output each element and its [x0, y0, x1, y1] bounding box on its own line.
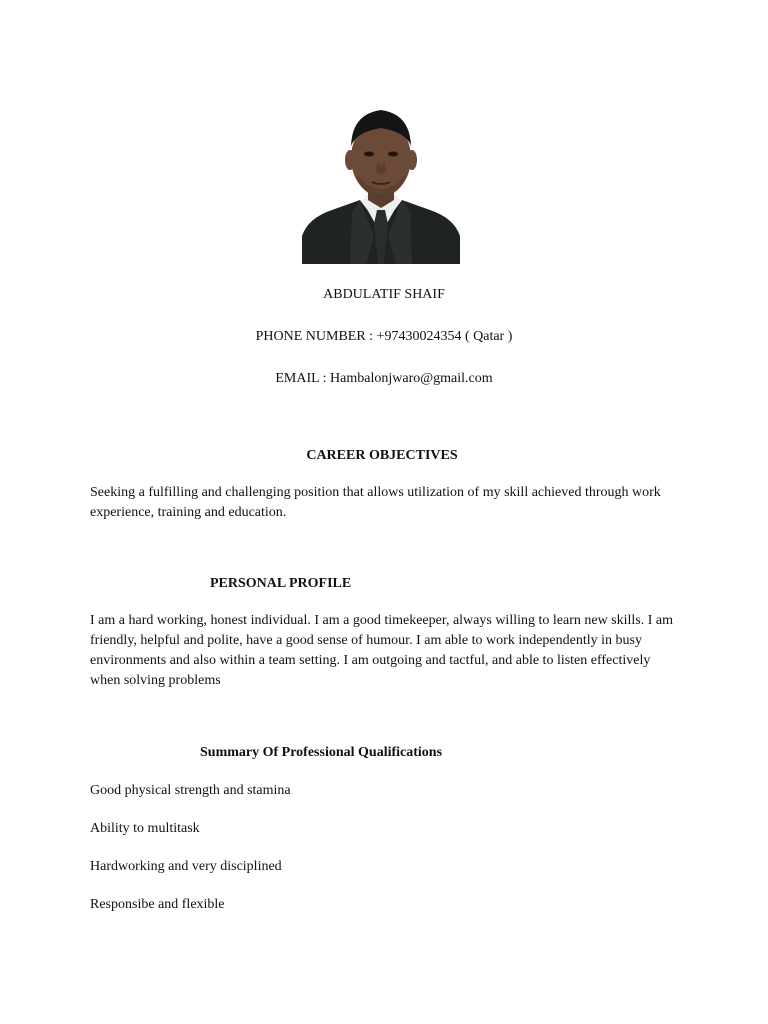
portrait-illustration [302, 96, 460, 264]
personal-profile-heading: PERSONAL PROFILE [210, 576, 352, 591]
email-address: EMAIL : Hambalonjwaro@gmail.com [275, 371, 493, 386]
qualifications-heading: Summary Of Professional Qualifications [200, 745, 443, 760]
qualification-item: Responsibe and flexible [90, 897, 225, 912]
personal-profile-text: I am a hard working, honest individual. I am a good timekeeper, always willing to learn new skills. I am friendly, helpful and polite, have a good sense of humour. I am able to work independently in busy environments and also within a team setting. I am outgoing and tactful, and able to listen effectively when solving problems [90, 613, 674, 688]
career-objectives-heading: CAREER OBJECTIVES [306, 448, 458, 463]
career-objectives-text: Seeking a fulfilling and challenging position that allows utilization of my skill achieved through work experience, training and education. [90, 485, 661, 520]
applicant-name: ABDULATIF SHAIF [323, 287, 445, 302]
profile-photo [302, 96, 460, 264]
qualification-item: Hardworking and very disciplined [90, 859, 282, 874]
phone-number: PHONE NUMBER : +97430024354 ( Qatar ) [255, 329, 513, 344]
qualification-item: Ability to multitask [90, 821, 200, 836]
qualification-item: Good physical strength and stamina [90, 783, 291, 798]
